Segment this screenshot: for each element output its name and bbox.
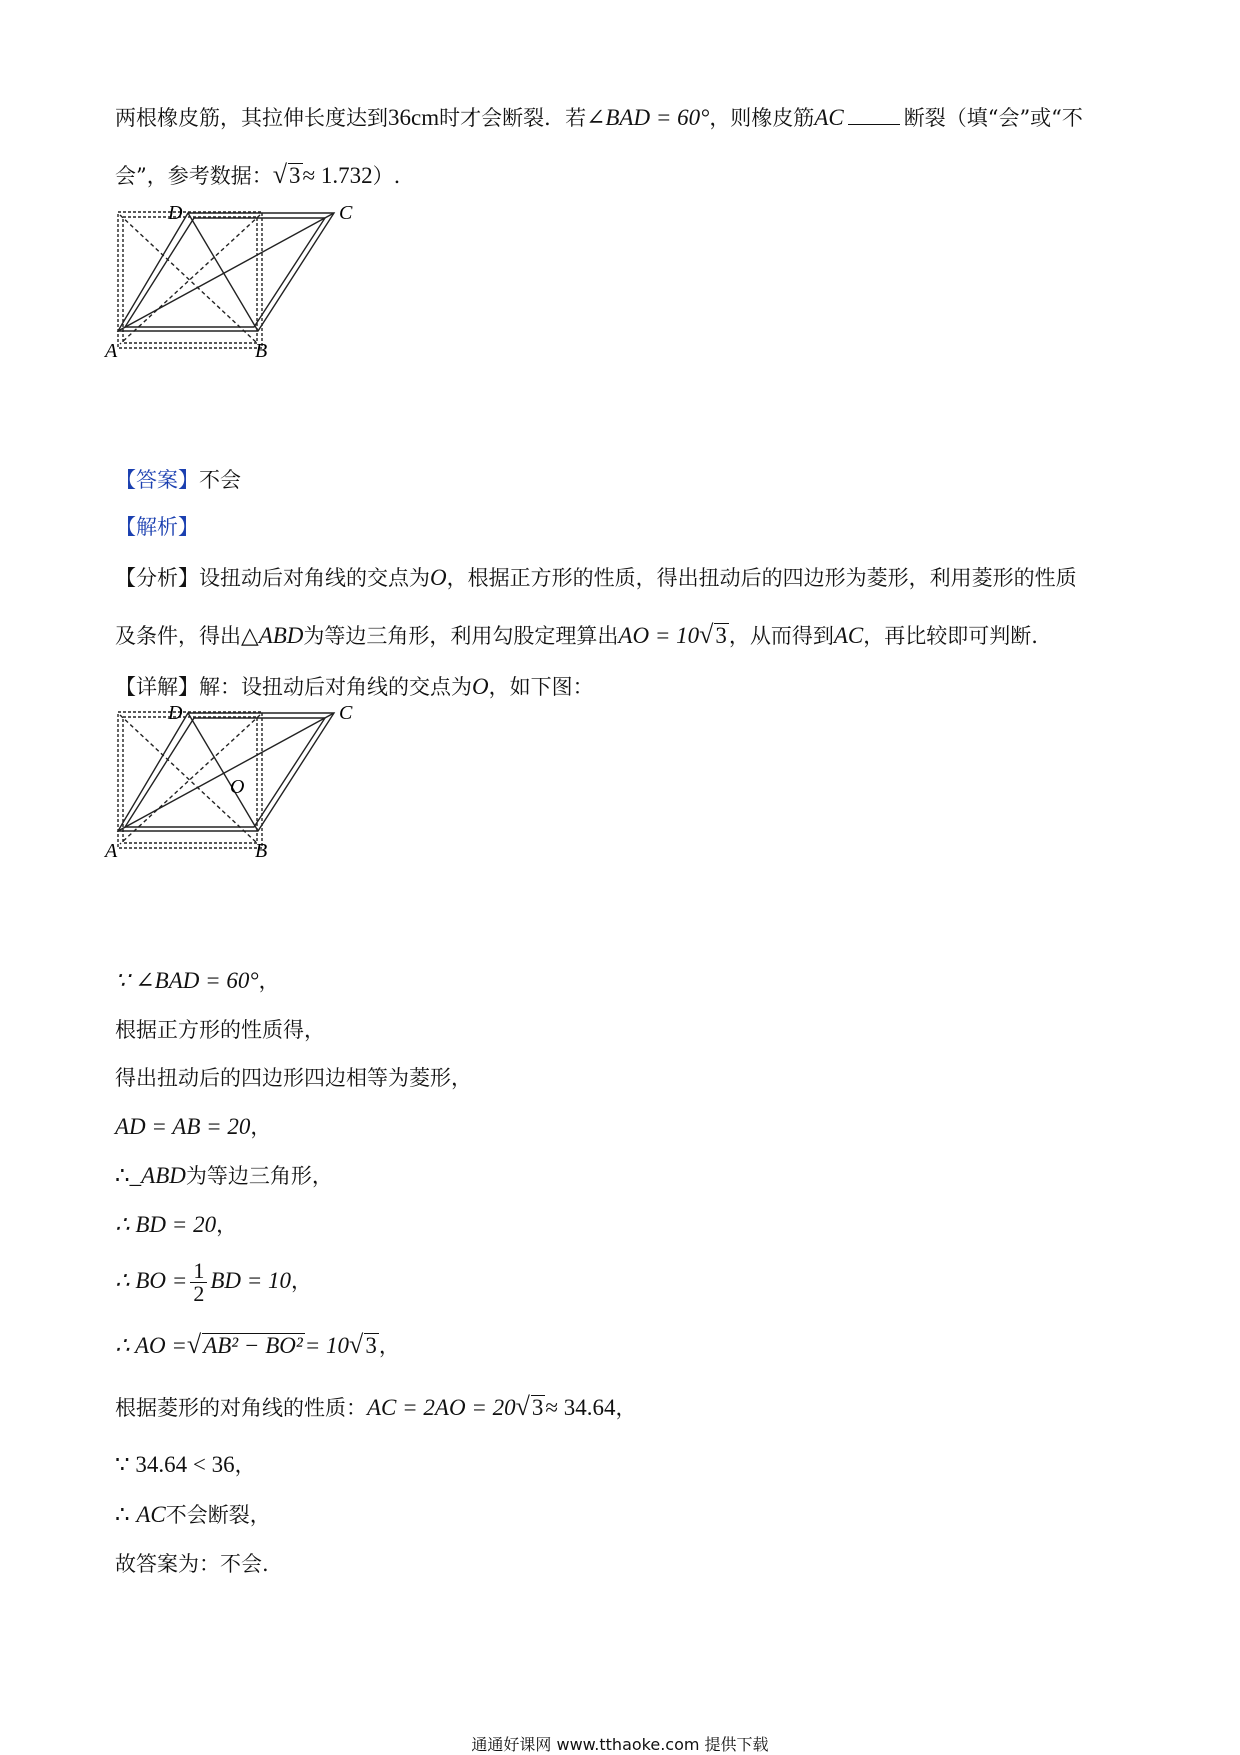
sqrt-icon: √ (186, 1330, 202, 1359)
step-10: ∵ 34.64 < 36， (115, 1452, 256, 1477)
step-9: 根据菱形的对角线的性质：AC = 2AO = 20√3≈ 34.64， (115, 1392, 637, 1421)
answer-text: 不会 (199, 468, 241, 492)
length-value: 36 (388, 105, 411, 130)
step-11: ∴ AC不会断裂， (115, 1502, 271, 1527)
step-8: ∴ AO =√AB² − BO²= 10√3， (115, 1330, 400, 1359)
step-5: ∴_ABD为等边三角形， (115, 1163, 333, 1188)
fraction: $\frac{1}{2}$ (190, 1260, 207, 1305)
xiangjie-line: 【详解】解：设扭动后对角线的交点为O，如下图： (115, 674, 594, 699)
figure-2 (105, 702, 400, 895)
step-3: 得出扭动后的四边形四边相等为菱形， (115, 1066, 472, 1090)
answer-tag: 【答案】 (115, 468, 199, 492)
step-7: ∴ BO = $\frac{1}{2}$ BD = 10， (115, 1258, 313, 1306)
step-2: 根据正方形的性质得， (115, 1018, 325, 1042)
label-B: B (255, 340, 268, 362)
sqrt-icon: √ (699, 620, 714, 649)
ac-label: AC (814, 105, 844, 130)
label-C: C (339, 702, 353, 724)
label-C: C (339, 202, 353, 224)
answer-blank (848, 104, 900, 125)
step-1: ∵ ∠BAD = 60°， (115, 968, 280, 993)
step-6: ∴ BD = 20， (115, 1212, 238, 1237)
figure-1 (105, 202, 400, 395)
fenxi-line-2: 及条件，得出△ABD为等边三角形，利用勾股定理算出AO = 10√3，从而得到AC，再比较即可判断. (115, 620, 1038, 649)
label-D: D (168, 202, 183, 224)
analysis-tag: 【解析】 (115, 515, 199, 539)
answer-line (115, 465, 241, 495)
label-B: B (255, 840, 268, 862)
footer-watermark: 通通好课网 www.tthaoke.com 提供下载 (471, 1735, 769, 1754)
question-line-2: 会”，参考数据：√3≈ 1.732）. (115, 160, 401, 189)
label-O: O (230, 776, 245, 798)
step-4: AD = AB = 20， (115, 1114, 272, 1139)
length-unit: cm (411, 105, 440, 130)
triangle-symbol: _ (129, 1163, 142, 1188)
sqrt-icon: √ (349, 1330, 364, 1359)
sqrt-icon: √ (515, 1392, 530, 1421)
angle-expr: ∠BAD = 60° (586, 105, 710, 130)
fenxi-line-1: 【分析】设扭动后对角线的交点为O，根据正方形的性质，得出扭动后的四边形为菱形，利用菱形的性质 (115, 565, 1077, 590)
step-12: 故答案为：不会. (115, 1552, 269, 1576)
label-D: D (168, 702, 183, 724)
label-A: A (105, 840, 118, 862)
question-line-1: 两根橡皮筋，其拉伸长度达到36cm时才会断裂．若∠BAD = 60°，则橡皮筋AC 断裂（填“会”或“不 (115, 105, 1083, 130)
label-A: A (105, 340, 118, 362)
sqrt-icon: √ (272, 160, 288, 189)
